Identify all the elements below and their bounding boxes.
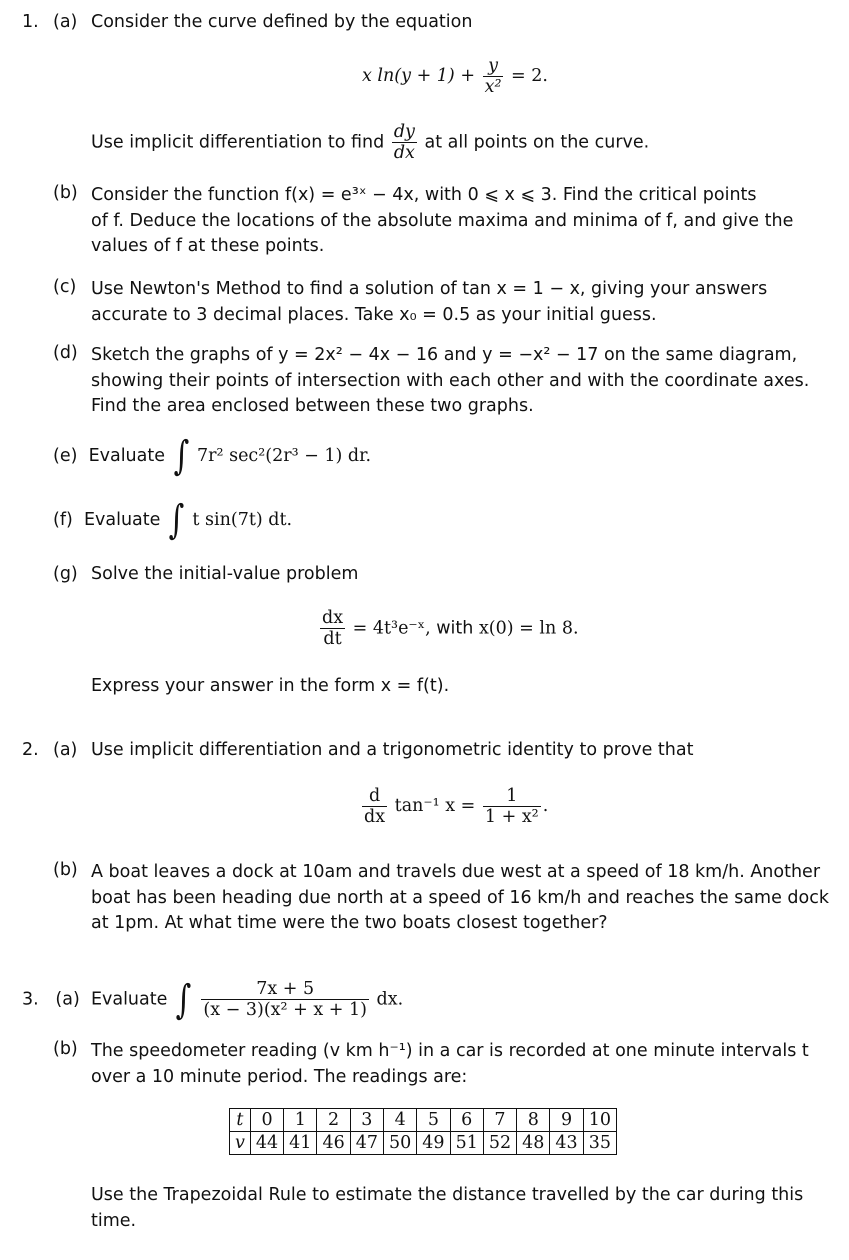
table-cell: 10 [583,1109,616,1132]
q1a-label: (a) [53,12,78,32]
question-2-number: 2. [22,740,39,760]
table-cell: 3 [350,1109,383,1132]
table-cell: 43 [550,1132,583,1155]
table-cell: 44 [250,1132,283,1155]
q1a-task: Use implicit differentiation to find $\frac{dy}{dx}$ at all points on the curve. [91,122,650,163]
table-cell: 7 [483,1109,516,1132]
table-cell: 8 [517,1109,550,1132]
table-cell: 0 [250,1109,283,1132]
table-row [230,1132,617,1155]
integral-sign: ∫ [173,433,189,479]
table-cell: 52 [483,1132,516,1155]
q1c-label: (c) [53,277,77,297]
question-3-number: 3. [22,989,39,1010]
q1e: (e) Evaluate ∫ 7r² sec²(2r³ − 1) dr. [53,433,372,479]
table-cell: 35 [583,1132,616,1155]
table-row [230,1109,617,1132]
q3b-label: (b) [53,1039,78,1059]
q1c-text: Use Newton's Method to find a solution of tan x = 1 − x, giving your answers accurate to 3 decimal places. Take x₀ = 0.5 as your initial guess. [91,279,768,325]
table-cell: 51 [450,1132,483,1155]
table-cell: 5 [417,1109,450,1132]
table-cell: 2 [317,1109,350,1132]
q2a-identity: $\frac{d}{dx}$ tan⁻¹ x = $\frac{1}{\text{1 + x²}}$ . [364,786,549,827]
q1g-intro: Solve the initial-value problem [91,564,359,584]
table-cell: 49 [417,1132,450,1155]
table-cell: 48 [517,1132,550,1155]
q1g-express: Express your answer in the form x = f(t). [91,676,450,696]
table-cell: 47 [350,1132,383,1155]
table-cell: 9 [550,1109,583,1132]
table-cell: 1 [284,1109,317,1132]
q1g-equation: $\frac{dx}{dt}$ = 4t³e⁻ˣ, with x(0) = ln 8. [322,608,579,649]
q1b-text: Consider the function f(x) = e³ˣ − 4x, with 0 ⩽ x ⩽ 3. Find the critical points of f. Deduce the locations of the absolute maxima and minima of f, and give the values of f at these points. [91,185,794,256]
q1b-label: (b) [53,183,78,203]
q2a-intro: Use implicit differentiation and a trigonometric identity to prove that [91,740,694,760]
q3b-after: Use the Trapezoidal Rule to estimate the distance travelled by the car during this time. [91,1185,804,1231]
q1a-equation: x ln(y + 1) + $\frac{y}{\text{x²}}$ = 2. [362,56,548,97]
q1d-label: (d) [53,343,78,363]
table-cell: 50 [384,1132,417,1155]
q2b-text: A boat leaves a dock at 10am and travels due west at a speed of 18 km/h. Another boat has been heading due north at a speed of 16 km/h and reaches the same dock at 1pm. At what time were the two boats closest together? [91,862,829,933]
q1a-intro: Consider the curve defined by the equation [91,12,473,32]
integral-sign: ∫ [168,497,185,543]
q1g-label: (g) [53,564,78,584]
table-cell: t [230,1109,251,1132]
q2b-label: (b) [53,860,78,880]
q1d-text: Sketch the graphs of y = 2x² − 4x − 16 and y = −x² − 17 on the same diagram, showing their points of intersection with each other and with the coordinate axes. Find the area enclosed between these two graphs. [91,345,810,416]
q2a-label: (a) [53,740,78,760]
q3a: 3. (a) Evaluate ∫ $\frac{7x + 5}{\text{(x − 3)(x² + x + 1)}}$ dx. [22,976,404,1023]
question-1-number: 1. [22,12,39,32]
table-cell: v [230,1132,251,1155]
integral-sign: ∫ [175,976,192,1023]
table-cell: 6 [450,1109,483,1132]
q1f: (f) Evaluate ∫ t sin(7t) dt. [53,497,293,543]
table-cell: 41 [284,1132,317,1155]
q3b-text: The speedometer reading (v km h⁻¹) in a car is recorded at one minute intervals t over a 10 minute period. The readings are: [91,1041,809,1087]
speed-table [229,1108,617,1155]
table-cell: 4 [384,1109,417,1132]
dy-dx-fraction: $\frac{dy}{dx}$ [393,122,415,163]
table-cell: 46 [317,1132,350,1155]
